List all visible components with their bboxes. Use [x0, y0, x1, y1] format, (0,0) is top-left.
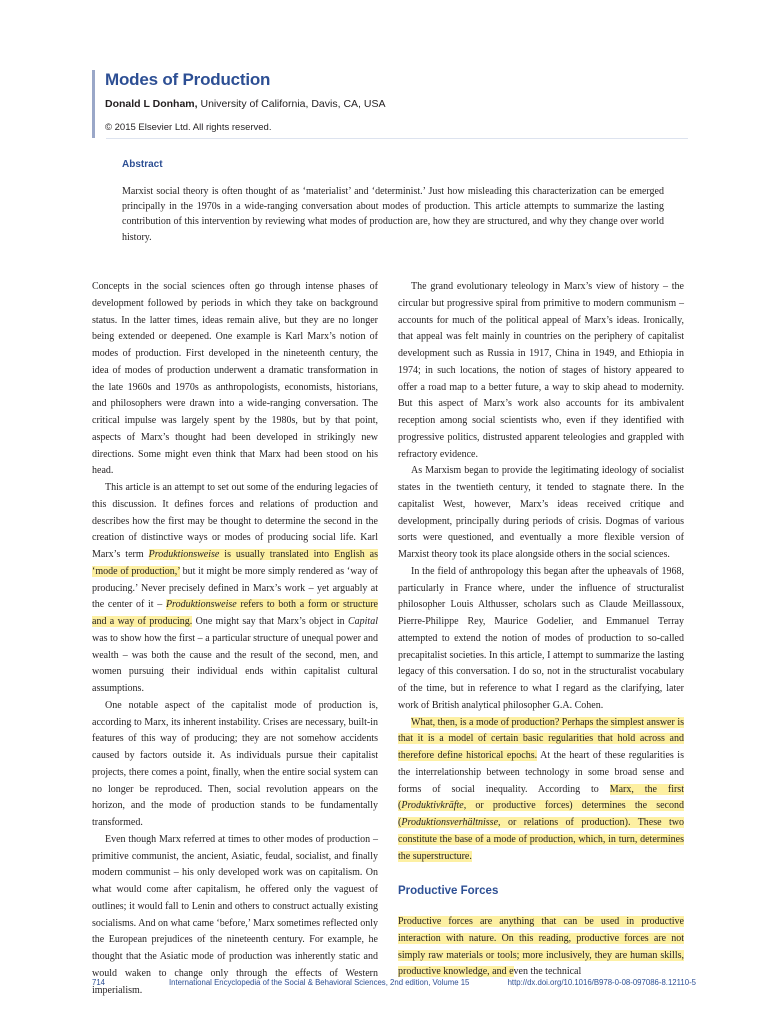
p2-highlight-2-text: refers to both a form or structure and a way of producing. [92, 599, 378, 627]
right-column [398, 279, 684, 981]
p8-hl-a: Marx, the first ( [398, 783, 684, 812]
p2-term-2: Produktionsweise [165, 599, 237, 611]
body-paragraph-3: One notable aspect of the capitalist mode of production is, according to Marx, its inherent instability. Crises are necessary, built-in features of this way of producing; they are not somehow accidents caused by factors outside it. As individuals pursue their capitalist projects, there comes a point, finally, when the entire social system can no longer be reproduced. Then, social revolution appears on the horizon, and the mode of production stands to be fundamentally transformed. [92, 699, 378, 828]
section-heading-productive-forces: Productive Forces [398, 885, 499, 898]
author-name: Donald L Donham, [105, 98, 198, 110]
header-accent-bar [92, 70, 95, 138]
body-paragraph-7: In the field of anthropology this began after the upheavals of 1968, particularly in France where, under the influence of structuralist philosopher Louis Althusser, scholars such as Claude Meillassoux, Pierre-Philippe Rey, Maurice Godelier, and Emmanuel Terray attempted to extend the notion of modes of production to so-called precapitalist societies. In this article, I attempt to summarize the lasting legacy of this conversation. I do so, not in the structuralist vocabulary of the time, but in reference to what I regard as the clarifying, later work of British analytical philosopher G.A. Cohen. [398, 565, 684, 711]
body-paragraph-9 [398, 914, 684, 981]
left-column [92, 279, 378, 999]
body-paragraph-2 [92, 480, 378, 698]
body-paragraph-1: Concepts in the social sciences often go through intense phases of development followed by periods in which they take on background status. In the latter times, ideas remain alive, but they are no longer being extended or deepened. One example is Karl Marx’s notion of modes of production. First developed in the nineteenth century, the idea of modes of production underwent a dramatic transformation in the late 1960s and 1970s as anthropologists, economists, historians, and philosophers were drawn into a wide-ranging conversation. The critical impulse was largely spent by the 1980s, but by that point, aspects of Marx’s thought had been developed in strikingly new directions. Some might even think that Marx had been stood on his head. [92, 281, 378, 477]
highlight-4 [398, 784, 684, 862]
p9-text-rest: ven the technical [513, 966, 582, 978]
page-footer [92, 978, 696, 992]
p8-term-2: Produktionsverhältnisse [401, 817, 499, 828]
p8-hl-b: , or productive forces) determines the second ( [398, 800, 684, 828]
abstract-heading: Abstract [122, 159, 163, 170]
abstract-text: Marxist social theory is often thought of as ‘materialist’ and ‘determinist.’ Just how misleading this characterization can be emerged principally in the 1970s in a wide-ranging conversation about modes of production. This article attempts to summarize the lasting contribution of this intervention by reviewing what modes of production are, how they are structured, and why they change over world history. [122, 186, 664, 243]
p2-term-1: Produktionsweise [148, 549, 220, 560]
author-line [105, 98, 385, 110]
body-paragraph-4: Even though Marx referred at times to other modes of production – primitive communist, the ancient, Asiatic, feudal, socialist, and finally modern communist – his only developed work was on capitalism. On what would come after capitalism, he offered only the vaguest of outlines; it would fall to Lenin and others to construct actually existing socialisms. And on what came ‘before,’ Marx sometimes reflected only the European prejudices of the nineteenth century. For example, he thought that the Asiatic mode of production was inherently static and would waken to change only through the effects of Western imperialism. [92, 833, 378, 996]
p8-hl-c: , or relations of production). These two constitute the base of a mode of production, which, in turn, determines the superstructure. [398, 817, 684, 862]
p2-capital-title: Capital [347, 616, 378, 627]
doi-link[interactable]: http://dx.doi.org/10.1016/B978-0-08-097086-8.12110-5 [507, 978, 696, 987]
author-affiliation: University of California, Davis, CA, USA [197, 98, 386, 110]
copyright-notice: © 2015 Elsevier Ltd. All rights reserved. [105, 122, 272, 133]
article-header [92, 70, 692, 140]
body-paragraph-8 [398, 715, 684, 866]
journal-citation: International Encyclopedia of the Social & Behavioral Sciences, 2nd edition, Volume 15 [169, 978, 470, 987]
abstract-section [106, 138, 688, 254]
body-paragraph-5: The grand evolutionary teleology in Marx’s view of history – the circular but progressive spiral from primitive to modern communism – accounts for much of the political appeal of Marx’s ideas. Ironically, that appeal was felt mainly in countries on the periphery of capitalist development such as Russia in 1917, China in 1949, and Ethiopia in 1974; in such locations, the notion of stages of history appeared to offer a road map to a better future, a way to skip ahead to modernity. But this aspect of Marx’s work also accounts for its ambivalent reception among social scientists who, even if they identified with progressive politics, distrusted apparent teleologies and grappled with refractory evidence. [398, 281, 684, 460]
highlight-5: Productive forces are anything that can be used in productive interaction with nature. On this reading, productive forces are not simply raw materials or tools; more inclusively, they are human skills, productive knowledge, and e [398, 916, 684, 978]
article-title: Modes of Production [105, 70, 271, 89]
p2-text-c: One might say that Marx’s object in [192, 616, 348, 627]
p2-text-b: but it might be more simply rendered as ‘way of producing.’ Never precisely defined in Marx’s work – yet arguably at the center of it – [92, 565, 378, 611]
p8-term-1: Produktivkräfte [401, 800, 464, 812]
p8-text-a: At the heart of these regularities is the interrelationship between technology in some broad sense and forms of social inequality. According to [398, 750, 684, 795]
p2-text-d: was to show how the first – a particular structure of unequal power and wealth – was both the cause and the result of the second, men, and women pursuing their individual ends within capitalist cultural assumptions. [92, 632, 378, 694]
highlight-3: What, then, is a mode of production? Perhaps the simplest answer is that it is a model of certain basic regularities that hold across and therefore define historical epochs. [398, 716, 684, 761]
page-number: 714 [92, 978, 106, 987]
p2-highlight-1-text: is usually translated into English as ‘mode of production,’ [92, 549, 379, 577]
body-paragraph-6: As Marxism began to provide the legitimating ideology of socialist states in the twentieth century, it tended to stagnate there. In the capitalist West, however, Marx’s ideas received critique and development, principally during periods of crisis. Dogmas of various sorts were questioned, and eventually a more flexible version of Marxist theory took its place alongside others in the social sciences. [398, 465, 684, 560]
p2-text-a: This article is an attempt to set out some of the enduring legacies of this discussion. It defines forces and relations of production and describes how the first may be thought to determine the second in the creation of distinctive ways or modes of producing social life. Karl Marx’s term [92, 482, 378, 560]
